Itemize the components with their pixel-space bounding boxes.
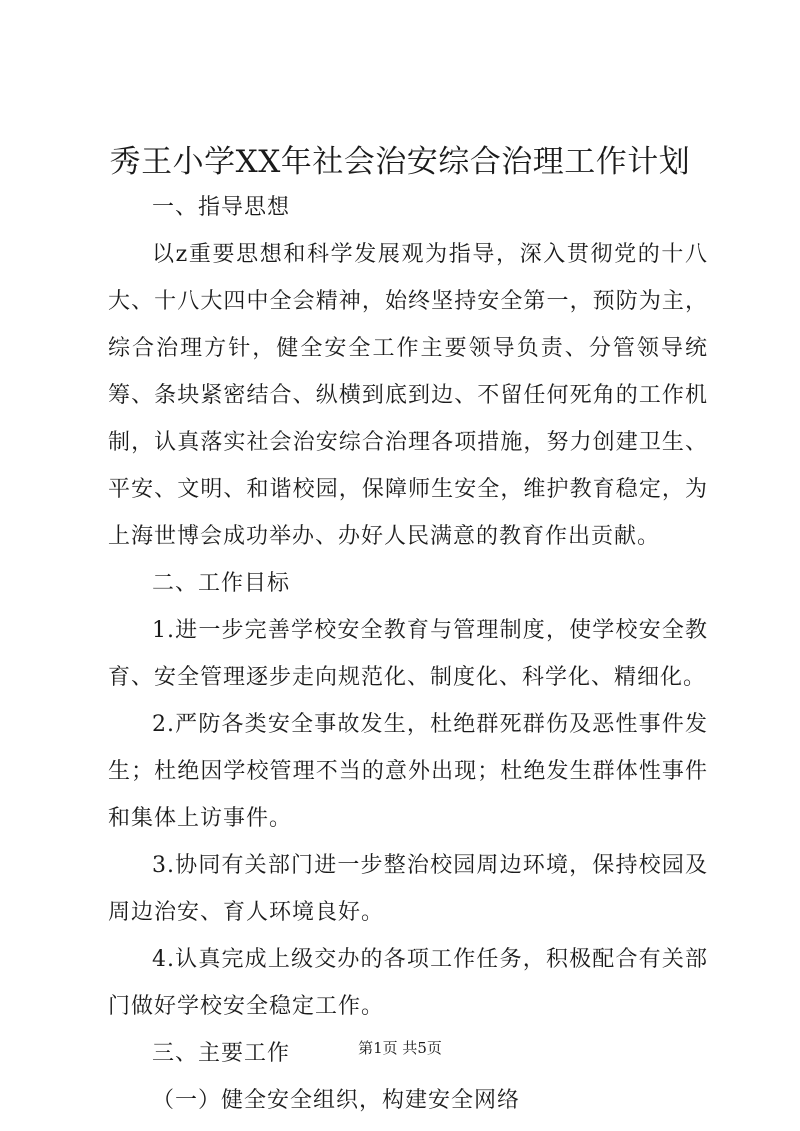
paragraph-guiding-thought: 以z重要思想和科学发展观为指导，深入贯彻党的十八大、十八大四中全会精神，始终坚持安全第一，预防为主，综合治理方针，健全安全工作主要领导负责、分管领导统筹、条块紧密结合、纵横到底到边、不留任何死角的工作机制，认真落实社会治安综合治理各项措施，努力创建卫生、平安、文明、和谐校园，保障师生安全，维护教育稳定，为上海世博会成功举办、办好人民满意的教育作出贡献。: [108, 242, 708, 549]
paragraph-goal-2: 2.严防各类安全事故发生，杜绝群死群伤及恶性事件发生；杜绝因学校管理不当的意外出现；杜绝发生群体性事件和集体上访事件。: [108, 712, 708, 831]
paragraph-goal-1: 1.进一步完善学校安全教育与管理制度，使学校安全教育、安全管理逐步走向规范化、制度化、科学化、精细化。: [108, 618, 708, 690]
document-body: [108, 184, 708, 1124]
page-footer: 第1页 共5页: [358, 1039, 442, 1057]
section-heading-main-work: 三、主要工作: [152, 1041, 291, 1066]
section-heading-guiding-thought: 一、指导思想: [152, 195, 291, 220]
paragraph-goal-4: 4.认真完成上级交办的各项工作任务，积极配合有关部门做好学校安全稳定工作。: [108, 947, 708, 1019]
document-title: 秀王小学XX年社会治安综合治理工作计划: [109, 144, 691, 180]
subsection-heading-1: （一）健全安全组织，构建安全网络: [152, 1088, 521, 1113]
section-heading-work-goals: 二、工作目标: [152, 571, 291, 596]
paragraph-goal-3: 3.协同有关部门进一步整治校园周边环境，保持校园及周边治安、育人环境良好。: [108, 853, 708, 925]
